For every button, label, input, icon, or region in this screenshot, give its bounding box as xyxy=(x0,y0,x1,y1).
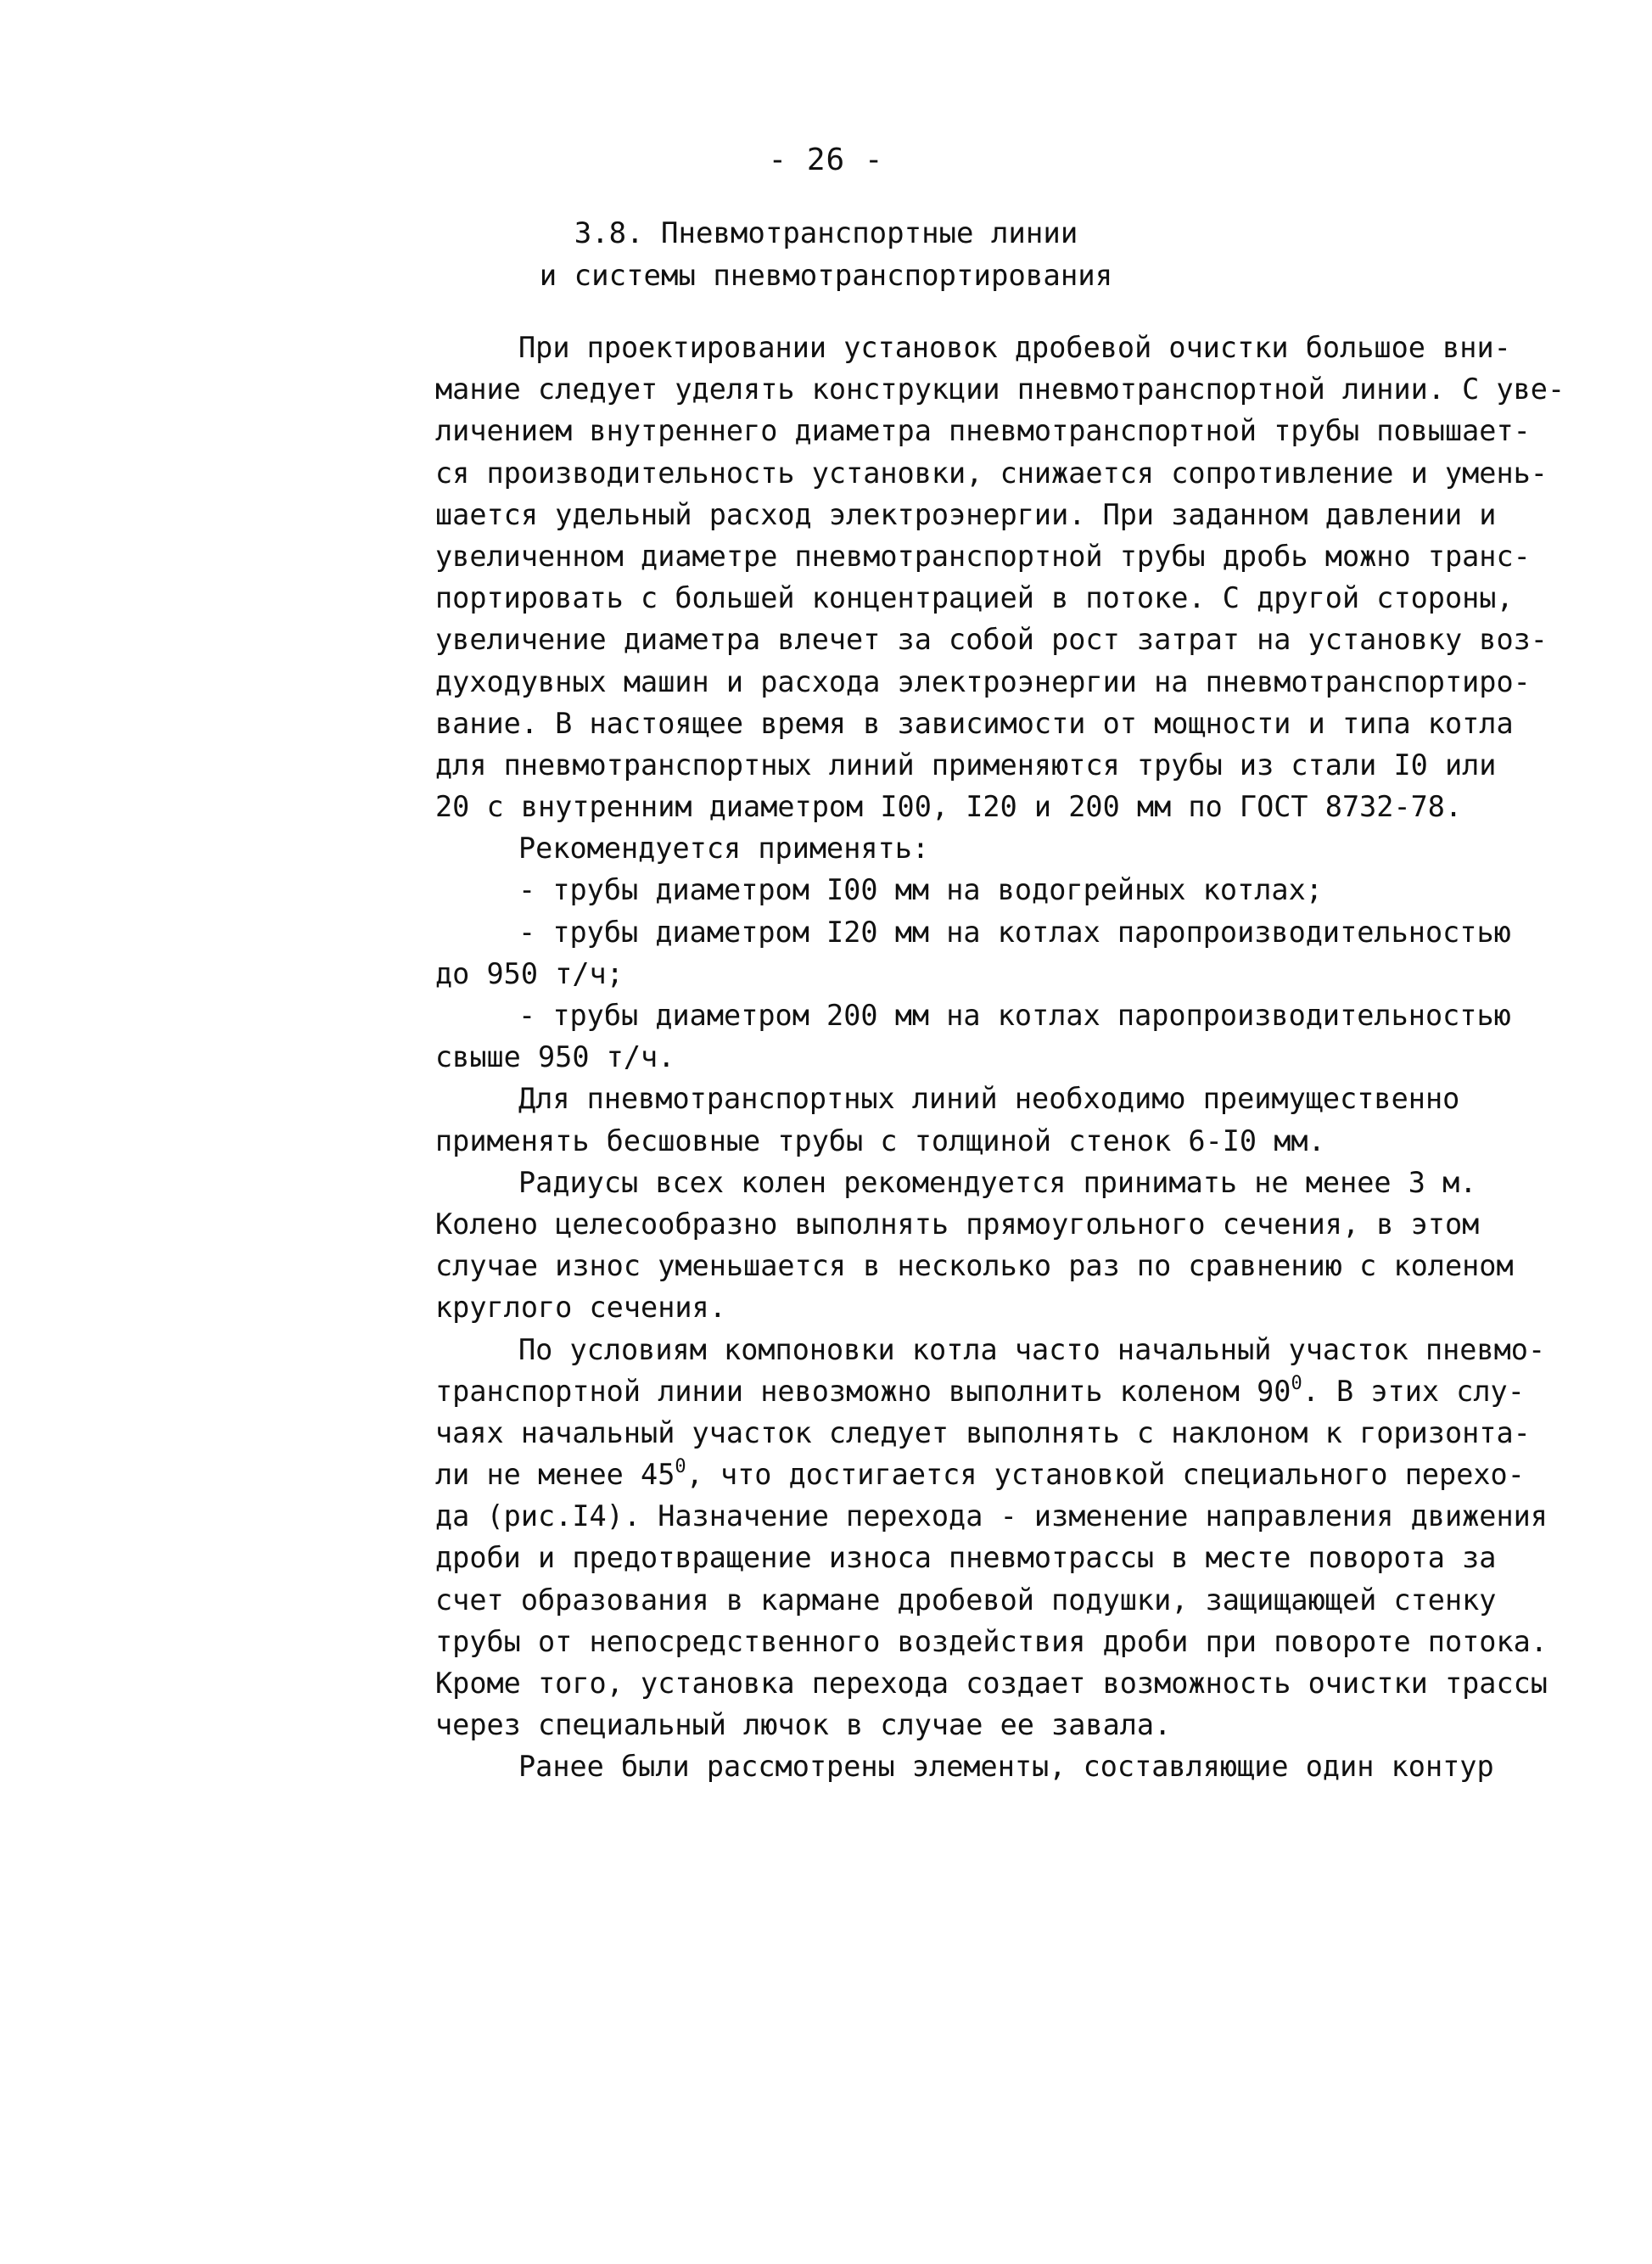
text-segment: . В этих слу- xyxy=(1302,1374,1525,1408)
text-line: Колено целесообразно выполнять прямоугольного сечения, в этом xyxy=(435,1207,1480,1241)
list-item: - трубы диаметром I20 мм на котлах паропроизводительностью xyxy=(518,915,1511,949)
text-line: да (рис.I4). Назначение перехода - изменение направления движения xyxy=(435,1499,1548,1533)
text-line: трубы от непосредственного воздействия дроби при повороте потока. xyxy=(435,1624,1548,1658)
text-line: увеличенном диаметре пневмотранспортной трубы дробь можно транс- xyxy=(435,539,1531,573)
text-line: Рекомендуется применять: xyxy=(518,832,930,866)
text-line: ся производительность установки, снижается сопротивление и умень- xyxy=(435,456,1548,490)
text-line: мание следует уделять конструкции пневмотранспортной линии. С уве- xyxy=(435,373,1565,406)
text-line: увеличение диаметра влечет за собой рост затрат на установку воз- xyxy=(435,623,1548,657)
text-line: вание. В настоящее время в зависимости от мощности и типа котла xyxy=(435,706,1514,740)
section-heading-line-1: 3.8. Пневмотранспортные линии xyxy=(574,216,1078,250)
text-segment: ли не менее 45 xyxy=(435,1458,675,1492)
text-line xyxy=(435,1370,1564,1412)
body-text xyxy=(435,327,1564,1788)
text-line: портировать с большей концентрацией в потоке. С другой стороны, xyxy=(435,581,1514,615)
text-line: счет образования в кармане дробевой подушки, защищающей стенку xyxy=(435,1583,1497,1617)
superscript: 0 xyxy=(1291,1372,1302,1394)
list-item: - трубы диаметром I00 мм на водогрейных котлах; xyxy=(518,873,1323,907)
text-line: 20 с внутренним диаметром I00, I20 и 200 мм по ГОСТ 8732-78. xyxy=(435,790,1463,824)
text-line xyxy=(435,1454,1564,1495)
text-line: до 950 т/ч; xyxy=(435,956,624,990)
text-line: круглого сечения. xyxy=(435,1291,726,1325)
text-line: По условиям компоновки котла часто начальный участок пневмо- xyxy=(518,1332,1546,1366)
text-line: личением внутреннего диаметра пневмотранспортной трубы повышает- xyxy=(435,414,1531,448)
text-segment: , что достигается установкой специального перехо- xyxy=(686,1458,1525,1492)
list-item: - трубы диаметром 200 мм на котлах паропроизводительностью xyxy=(518,999,1511,1032)
text-line: дроби и предотвращение износа пневмотрассы в месте поворота за xyxy=(435,1541,1497,1575)
text-line: свыше 950 т/ч. xyxy=(435,1040,675,1074)
text-line: Кроме того, установка перехода создает возможность очистки трассы xyxy=(435,1667,1548,1700)
text-line: применять бесшовные трубы с толщиной стенок 6-I0 мм. xyxy=(435,1124,1325,1157)
text-line: шается удельный расход электроэнергии. При заданном давлении и xyxy=(435,497,1497,531)
text-line: чаях начальный участок следует выполнять с наклоном к горизонта- xyxy=(435,1415,1531,1449)
text-line: для пневмотранспортных линий применяются трубы из стали I0 или xyxy=(435,748,1497,782)
text-line: случае износ уменьшается в несколько раз по сравнению с коленом xyxy=(435,1249,1514,1283)
text-line: При проектировании установок дробевой очистки большое вни- xyxy=(518,331,1511,364)
section-heading xyxy=(0,212,1652,297)
text-segment: транспортной линии невозможно выполнить коленом 90 xyxy=(435,1374,1291,1408)
text-line: Для пневмотранспортных линий необходимо преимущественно xyxy=(518,1082,1460,1116)
text-line: через специальный лючок в случае ее завала. xyxy=(435,1708,1172,1742)
superscript: 0 xyxy=(675,1456,686,1478)
text-line: Радиусы всех колен рекомендуется принимать не менее 3 м. xyxy=(518,1165,1477,1199)
page-number: - 26 - xyxy=(768,143,884,177)
text-line: духодувных машин и расхода электроэнергии на пневмотранспортиро- xyxy=(435,664,1531,698)
text-line: Ранее были рассмотрены элементы, составляющие один контур xyxy=(518,1750,1494,1784)
section-heading-line-2: и системы пневмотранспортирования xyxy=(539,259,1113,293)
